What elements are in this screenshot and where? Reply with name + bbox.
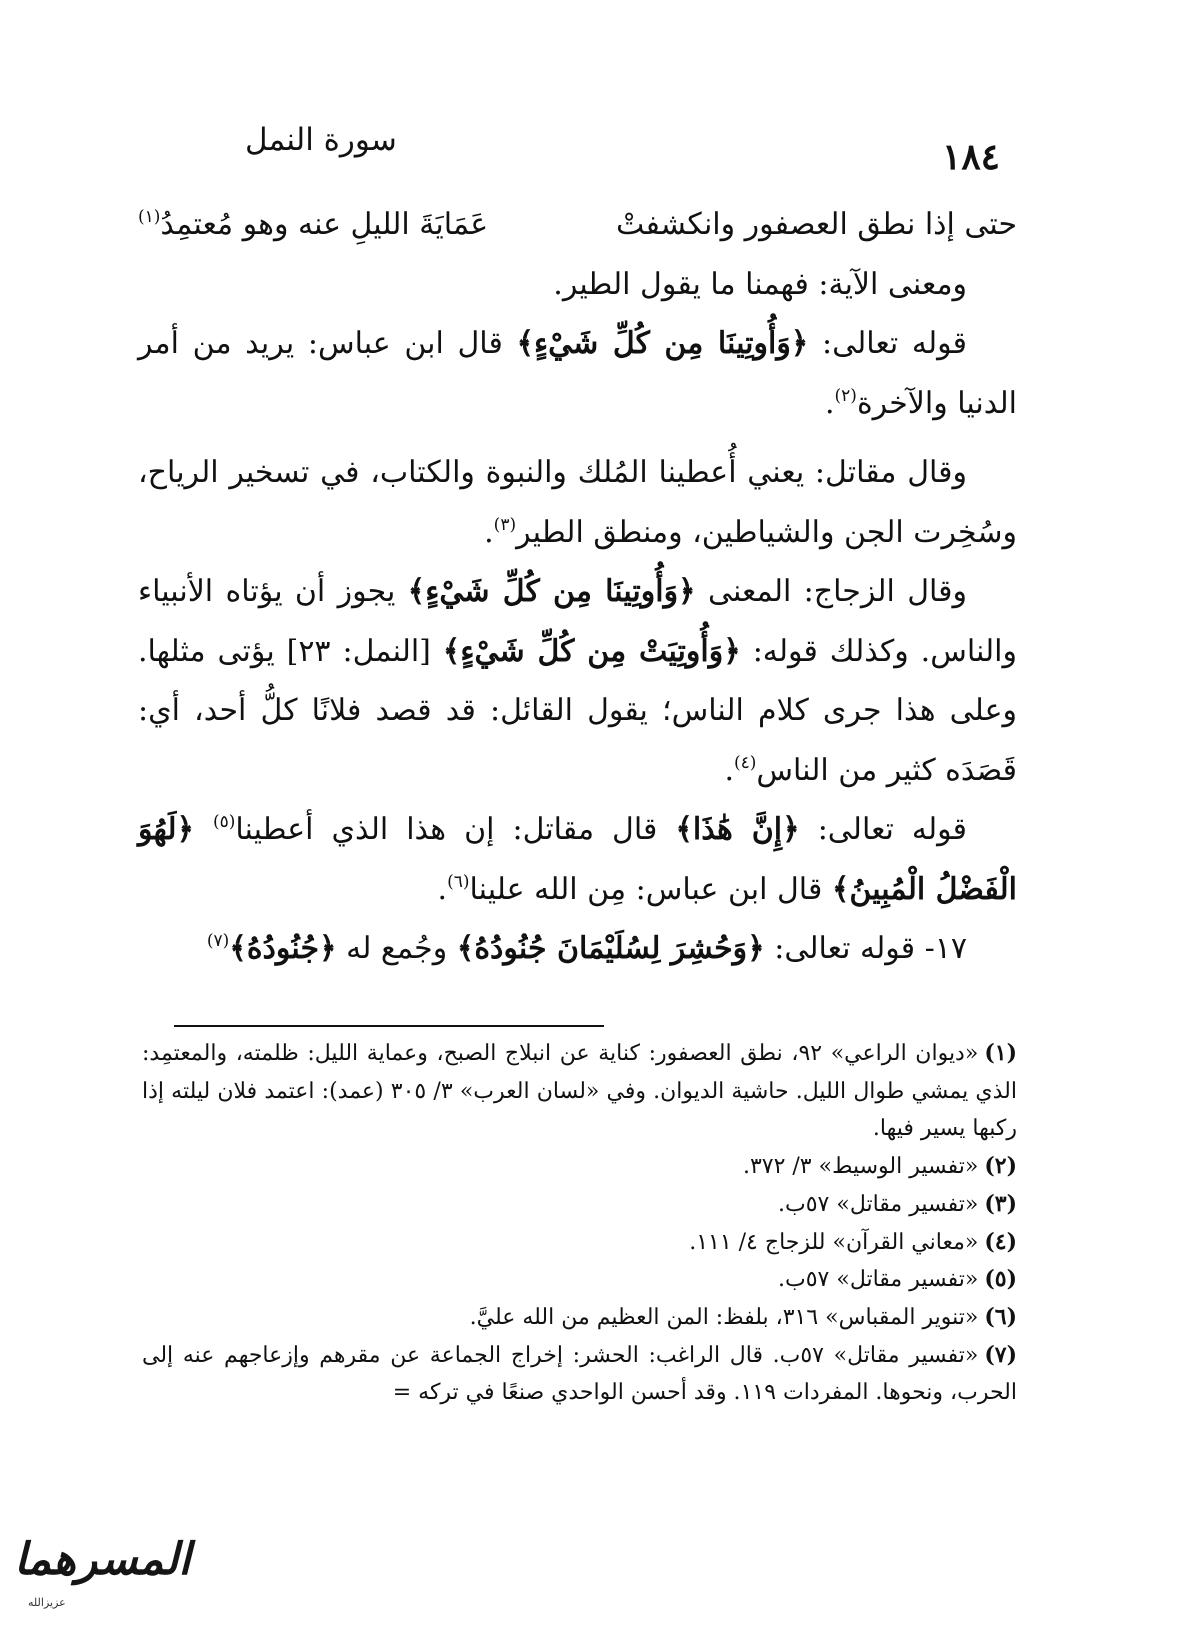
quran-quote: ﴿وَأُوتِينَا مِن كُلِّ شَيْءٍ﴾ [407,574,696,609]
paragraph: ومعنى الآية: فهمنا ما يقول الطير. [553,266,967,302]
quran-quote: ﴿جُنُودُهُ﴾ [229,931,337,966]
footnote [142,1148,1017,1186]
logo-calligraphy: المسرهما [14,1534,191,1585]
footnote-ref: (٣) [493,514,517,535]
page-number: ١٨٤ [941,136,1000,178]
quran-quote: ﴿وَأُوتِيَتْ مِن كُلِّ شَيْءٍ﴾ [442,633,741,669]
footnote-number: (٣) [984,1190,1017,1217]
publisher-logo [14,1526,191,1616]
footnote-number: (٥) [984,1266,1017,1293]
footnote-text: «معاني القرآن» للزجاج ٤/ ١١١. [689,1229,979,1255]
paragraph: قوله تعالى: ﴿وَأُوتِينَا مِن كُلِّ شَيْءٍ﴾ قال ابن عباس: يريد من أمر الدنيا والآخرة$^{(٢)}$. [138,326,1017,421]
footnote [142,1261,1017,1299]
footnote-divider [174,1025,604,1027]
paragraph: وقال مقاتل: يعني أُعطينا المُلك والنبوة والكتاب، في تسخير الرياح، وسُخِرت الجن والشياطين، ومنطق الطير$^{(٣)}$. [138,455,1017,550]
footnote [142,1224,1017,1262]
footnote-ref: (٦) [447,871,470,892]
quran-quote: ﴿إِنَّ هَٰذَا﴾ [675,812,800,847]
footnotes [142,1035,1017,1412]
footnote-ref: (٧) [206,931,230,952]
footnote-text: «تفسير مقاتل» ٥٧ب. قال الراغب: الحشر: إخراج الجماعة عن مقرهم وإزعاجهم عنه إلى الحرب، ونحوها. المفردات ١١٩. وقد أحسن الواحدي صنعًا في تركه = [142,1342,1017,1406]
quran-quote: ﴿وَحُشِرَ لِسُلَيْمَانَ جُنُودُهُ﴾ [456,931,765,966]
footnote-text: «تفسير مقاتل» ٥٧ب. [778,1191,979,1217]
footnote-text: «تنوير المقباس» ٣١٦، بلفظ: المن العظيم من الله عليَّ. [469,1304,979,1330]
footnote [142,1035,1017,1148]
footnote-number: (١) [984,1040,1017,1066]
footnote-number: (٢) [984,1153,1017,1180]
footnote-text: «ديوان الراعي» ٩٢، نطق العصفور: كناية عن انبلاج الصبح، وعماية الليل: ظلمته، والمعتمِد: الذي يمشي طوال الليل. حاشية الديوان. وفي «لسان العرب» ٣/ ٣٠٥ (عمد): اعتمد فلان ليلته إذا ركبها يسير فيها. [142,1041,1017,1142]
footnote-ref: (١) [138,207,161,228]
footnote-number: (٤) [984,1228,1017,1255]
footnote [142,1337,1017,1412]
footnote-ref: (٤) [734,752,757,773]
logo-subtext: عزيزالله [28,1596,66,1609]
quran-quote: ﴿وَأُوتِينَا مِن كُلِّ شَيْءٍ﴾ [516,326,809,361]
footnote [142,1186,1017,1224]
paragraph: قوله تعالى: ﴿إِنَّ هَٰذَا﴾ قال مقاتل: إن هذا الذي أعطينا$^{(٥)}$ ﴿لَهُوَ الْفَضْلُ الْمُبِينُ﴾ قال ابن عباس: مِن الله علينا$^{(٦)}$. [138,812,1017,907]
running-title: سورة النمل [245,122,397,158]
footnote [142,1299,1017,1337]
quran-quote: ﴿لَهُوَ الْفَضْلُ الْمُبِينُ﴾ [138,812,1017,907]
paragraph: ١٧- قوله تعالى: ﴿وَحُشِرَ لِسُلَيْمَانَ جُنُودُهُ﴾ وجُمع له ﴿جُنُودُهُ﴾$^{(٧)}$ [206,931,967,966]
paragraph: وقال الزجاج: المعنى ﴿وَأُوتِينَا مِن كُلِّ شَيْءٍ﴾ يجوز أن يؤتاه الأنبياء والناس. وكذلك قوله: ﴿وَأُوتِيَتْ مِن كُلِّ شَيْءٍ﴾ [النمل: ٢٣] يؤتى مثلها. وعلى هذا جرى كلام الناس؛ يقول القائل: قد قصد فلانًا كلُّ أحد، أي: قَصَدَه كثير من الناس$^{(٤)}$. [138,574,1017,788]
verse-first-hemistich: حتى إذا نطق العصفور وانكشفتْ [615,207,1017,242]
footnote-ref: (٢) [834,385,857,406]
footnote-number: (٦) [984,1303,1017,1330]
main-text [138,195,1017,979]
footnote-number: (٧) [984,1341,1017,1368]
footnote-text: «تفسير الوسيط» ٣/ ٣٧٢. [742,1154,979,1180]
verse-second-hemistich: عَمَايَةَ الليلِ عنه وهو مُعتمِدُ$^{(١)}$ [138,207,489,242]
footnote-text: «تفسير مقاتل» ٥٧ب. [778,1267,979,1293]
poetry-verse [138,195,1017,255]
page-header [215,122,1000,178]
footnote-ref: (٥) [212,812,236,833]
